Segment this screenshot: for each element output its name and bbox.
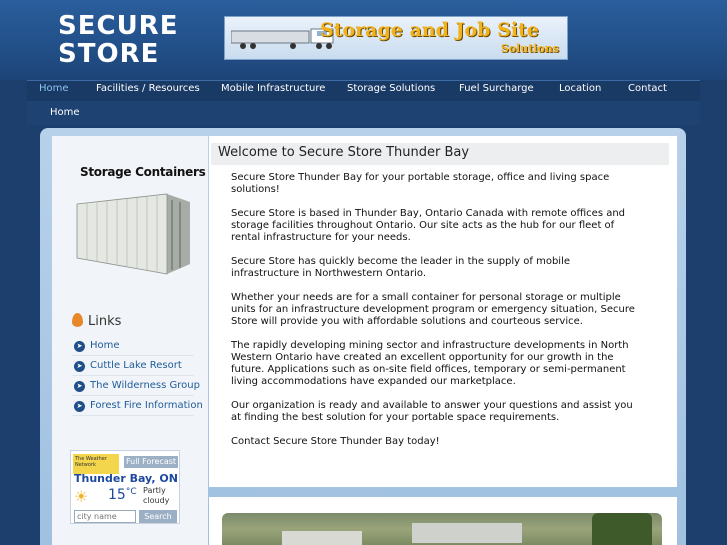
- page-title: Welcome to Secure Store Thunder Bay: [211, 143, 669, 165]
- nav-fuel-surcharge[interactable]: Fuel Surcharge: [459, 83, 534, 94]
- paragraph: Our organization is ready and available to answer your questions and assist you at finding the best solution for your portable space requirements.: [231, 400, 633, 423]
- nav-location[interactable]: Location: [559, 83, 602, 94]
- sidebar-link-label: Cuttle Lake Resort: [90, 360, 182, 371]
- sidebar-link-cuttle-lake-resort[interactable]: [72, 359, 194, 376]
- weather-condition: [143, 486, 179, 506]
- banner-subtitle: Solutions: [500, 42, 559, 55]
- paragraph: Whether your needs are for a small container for personal storage or multiple units for an infrastructure development program or emergency situation, Secure Store will provide you with affordable solutions and courteous service.: [231, 292, 635, 327]
- links-heading: [72, 313, 121, 329]
- sidebar-link-label: Home: [90, 340, 120, 351]
- sidebar-title: Storage Containers: [80, 165, 206, 179]
- breadcrumb: [27, 101, 700, 125]
- main-navigation: [27, 80, 700, 101]
- weather-widget: [70, 450, 180, 524]
- nav-storage-solutions[interactable]: Storage Solutions: [347, 83, 436, 94]
- weather-city: Thunder Bay, ON: [74, 472, 178, 485]
- site-header: [0, 0, 727, 80]
- condition-line-1: Partly: [143, 486, 166, 495]
- paragraph: Secure Store Thunder Bay for your portable storage, office and living space solutions!: [231, 172, 610, 195]
- secure-store-logo[interactable]: [58, 10, 178, 68]
- paragraph: Contact Secure Store Thunder Bay today!: [231, 436, 440, 447]
- banner-title: Storage and Job Site: [320, 19, 539, 41]
- sidebar-link-forest-fire-information[interactable]: [72, 399, 203, 416]
- arrow-bullet-icon: ➤: [74, 361, 85, 372]
- full-forecast-button[interactable]: Full Forecast: [125, 457, 177, 466]
- nav-facilities-resources[interactable]: Facilities / Resources: [96, 83, 200, 94]
- sidebar-link-label: The Wilderness Group: [90, 380, 200, 391]
- logo-line-1: SECURE: [58, 11, 179, 41]
- nav-home[interactable]: Home: [39, 83, 69, 94]
- weather-temperature: [108, 487, 137, 503]
- storage-container-image: [72, 186, 192, 276]
- sidebar-link-wilderness-group[interactable]: [72, 379, 200, 396]
- paragraph: Secure Store has quickly become the leader in the supply of mobile infrastructure in Northwestern Ontario.: [231, 256, 571, 279]
- city-search-input[interactable]: [74, 510, 136, 523]
- welcome-text: [231, 172, 641, 460]
- logo-line-2: STORE: [58, 39, 160, 69]
- arrow-bullet-icon: ➤: [74, 401, 85, 412]
- sidebar-link-home[interactable]: [72, 339, 194, 356]
- nav-contact[interactable]: Contact: [628, 83, 667, 94]
- header-banner: [224, 16, 568, 60]
- breadcrumb-home[interactable]: Home: [50, 107, 80, 118]
- sidebar-link-label: Forest Fire Information: [90, 400, 203, 411]
- nav-mobile-infrastructure[interactable]: Mobile Infrastructure: [221, 83, 326, 94]
- paragraph: The rapidly developing mining sector and infrastructure developments in North Western Ontario have created an excellent opportunity for our growth in the future. Applications such as on-site field offices, temporary or semi-permanent living accommodations have expanded our marketplace.: [231, 340, 629, 387]
- facility-photo: [222, 513, 662, 545]
- partly-cloudy-icon: ☀: [74, 487, 89, 506]
- arrow-bullet-icon: ➤: [74, 381, 85, 392]
- condition-line-2: cloudy: [143, 496, 170, 505]
- temperature-value: 15: [108, 487, 126, 503]
- weather-search-button[interactable]: Search: [139, 510, 177, 523]
- arrow-bullet-icon: ➤: [74, 341, 85, 352]
- weather-network-logo[interactable]: The Weather Network: [73, 454, 119, 474]
- links-heading-label: Links: [88, 314, 122, 329]
- temperature-unit: °C: [125, 487, 137, 497]
- paragraph: Secure Store is based in Thunder Bay, Ontario Canada with remote offices and storage facilities throughout Ontario. Our site acts as the hub for our fleet of rental infrastructure for your needs.: [231, 208, 626, 243]
- flame-icon: [72, 313, 83, 327]
